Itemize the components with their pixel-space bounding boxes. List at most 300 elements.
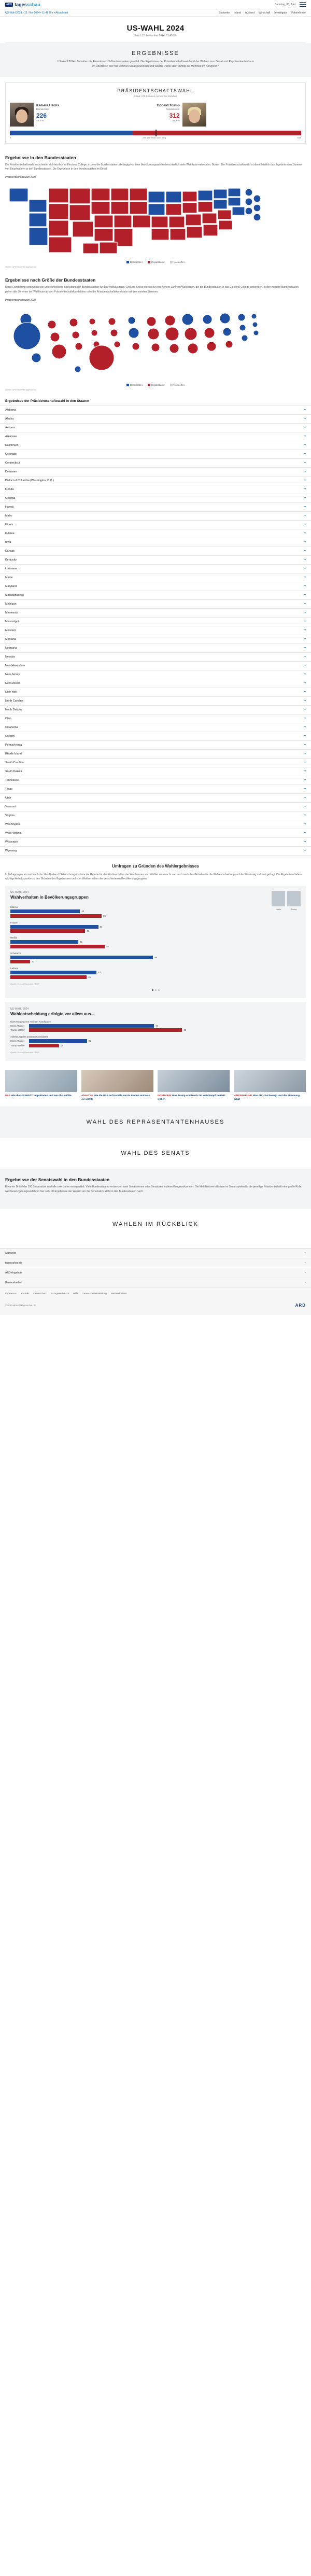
- state-accordion-item[interactable]: [0, 697, 311, 706]
- state-label: Delaware: [5, 470, 17, 473]
- state-accordion-item[interactable]: [0, 829, 311, 838]
- state-accordion-item[interactable]: [0, 838, 311, 847]
- chevron-down-icon[interactable]: ▾: [304, 497, 306, 500]
- teaser-card[interactable]: [5, 1070, 77, 1101]
- state-accordion-item[interactable]: [0, 715, 311, 723]
- state-label: Maine: [5, 576, 13, 579]
- motivation-bar-label: Harris-Wähler: [10, 1024, 25, 1027]
- footer-bottom: [0, 1299, 311, 1315]
- state-label: West Virginia: [5, 831, 22, 835]
- motivation-bar-row: [10, 1044, 301, 1047]
- candidate-name: Kamala Harris: [36, 103, 59, 107]
- survey-bar: [10, 945, 301, 948]
- map-section-states: [0, 149, 311, 272]
- survey-card2-title: Wahlentscheidung erfolgte vor allem aus...: [10, 1011, 95, 1016]
- chevron-down-icon[interactable]: ▾: [304, 841, 306, 844]
- state-label: Minnesota: [5, 611, 18, 614]
- chevron-down-icon[interactable]: ▾: [304, 655, 306, 659]
- state-label: Oregon: [5, 734, 15, 738]
- state-accordion-item[interactable]: [0, 679, 311, 688]
- state-label: Colorado: [5, 452, 17, 456]
- motivation-bar: [29, 1039, 87, 1043]
- us-choropleth-map[interactable]: [5, 181, 306, 259]
- state-label: Tennessee: [5, 778, 19, 782]
- state-label: Florida: [5, 487, 14, 491]
- survey-card2-sub2: Ablehnung des anderen Kandidaten: [10, 1035, 49, 1039]
- legend-open: Noch offen: [170, 261, 185, 263]
- bar-trump: [10, 945, 105, 948]
- chevron-down-icon[interactable]: ▾: [304, 409, 306, 412]
- survey-card-groups[interactable]: [5, 886, 306, 998]
- survey-group: [10, 967, 301, 979]
- teaser-kicker: HINTERGRUND: [234, 1094, 253, 1097]
- chevron-down-icon[interactable]: ▾: [304, 761, 306, 765]
- carousel-dots[interactable]: [10, 989, 301, 991]
- chevron-down-icon[interactable]: ▾: [304, 1261, 306, 1265]
- motivation-bar-row: [10, 1028, 301, 1032]
- chevron-down-icon[interactable]: ▾: [304, 647, 306, 650]
- presidential-card: [5, 82, 306, 144]
- nav-item-1[interactable]: Inland: [234, 11, 241, 15]
- state-accordion-item[interactable]: [0, 670, 311, 679]
- motivation-bar-row: [10, 1024, 301, 1028]
- state-accordion-item[interactable]: [0, 538, 311, 547]
- state-accordion-item[interactable]: [0, 485, 311, 494]
- chevron-down-icon[interactable]: ▾: [304, 558, 306, 562]
- chevron-down-icon[interactable]: ▾: [304, 726, 306, 730]
- state-label: Nevada: [5, 655, 15, 659]
- bar-value: 41: [80, 941, 83, 944]
- chevron-down-icon[interactable]: ▾: [304, 611, 306, 615]
- nav-item-2[interactable]: Ausland: [245, 11, 255, 15]
- state-accordion-item[interactable]: [0, 785, 311, 794]
- survey-card2-source: Quelle: Edison Research / NEP: [10, 1051, 39, 1054]
- state-label: Utah: [5, 796, 11, 800]
- map1-caption: Präsidentschaftswahl 2024: [5, 176, 36, 179]
- state-accordion-item[interactable]: [0, 626, 311, 635]
- state-label: Arizona: [5, 426, 15, 429]
- chevron-down-icon[interactable]: ▾: [304, 823, 306, 827]
- state-accordion-item[interactable]: [0, 424, 311, 432]
- state-accordion-item[interactable]: [0, 662, 311, 670]
- chevron-down-icon[interactable]: ▾: [304, 788, 306, 791]
- chevron-down-icon[interactable]: ▾: [304, 532, 306, 536]
- presidential-title: PRÄSIDENTSCHAFTSWAHL: [117, 88, 194, 93]
- motivation-bar: [29, 1028, 182, 1032]
- state-label: Vermont: [5, 805, 16, 808]
- chevron-down-icon[interactable]: ▾: [304, 796, 306, 800]
- bar-value: 55: [103, 914, 106, 917]
- survey-card2-sub1: Überzeugung von meinem Kandidaten: [10, 1020, 51, 1023]
- survey-card2-group1: [10, 1020, 301, 1032]
- state-label: Virginia: [5, 814, 15, 817]
- state-accordion-item[interactable]: [0, 468, 311, 477]
- survey-bar: [10, 940, 301, 944]
- teaser-card[interactable]: [81, 1070, 153, 1101]
- survey-candidate-faces: [272, 891, 301, 911]
- legend-republicans: Republikaner: [148, 261, 165, 263]
- state-accordion-item[interactable]: [0, 521, 311, 529]
- bar-value: 42: [81, 910, 84, 913]
- face-trump: Trump: [287, 891, 301, 906]
- chevron-down-icon[interactable]: ▾: [304, 699, 306, 703]
- tagesschau-wordmark: tagesschau: [15, 2, 40, 7]
- state-accordion-item[interactable]: [0, 503, 311, 512]
- state-accordion-item[interactable]: [0, 573, 311, 582]
- chevron-down-icon[interactable]: ▾: [304, 585, 306, 589]
- bar-value: 46: [88, 975, 91, 978]
- bar-trump: [10, 960, 30, 963]
- state-accordion-item[interactable]: [0, 512, 311, 521]
- state-label: North Dakota: [5, 708, 22, 711]
- chevron-down-icon[interactable]: ▾: [304, 770, 306, 774]
- map1-source: Quelle: AP/Edison via tagesschau: [5, 265, 37, 269]
- chevron-down-icon[interactable]: ▾: [304, 682, 306, 685]
- state-label: New Jersey: [5, 673, 20, 676]
- footer-column-label: Barrierefreiheit: [5, 1281, 22, 1284]
- chevron-down-icon[interactable]: ▾: [304, 603, 306, 606]
- survey-card-motivation[interactable]: [5, 1002, 306, 1061]
- survey-card2-group2: [10, 1035, 301, 1047]
- page-title: US-WAHL 2024: [126, 24, 185, 33]
- bar-label-mid: 270 Wahlleute zum Sieg: [143, 136, 166, 139]
- house-section: [0, 1107, 311, 1138]
- footer-column-label: tagesschau.de: [5, 1261, 22, 1265]
- avatar-trump: [182, 103, 206, 127]
- review-heading: WAHLEN IM RÜCKBLICK: [112, 1221, 199, 1227]
- state-accordion-item[interactable]: [0, 494, 311, 503]
- state-accordion-item[interactable]: [0, 776, 311, 785]
- avatar-harris: [10, 103, 34, 127]
- map2-caption: Präsidentschaftswahl 2024: [5, 298, 36, 302]
- chevron-down-icon[interactable]: ▾: [304, 849, 306, 853]
- chevron-down-icon[interactable]: ▾: [304, 814, 306, 818]
- chevron-down-icon[interactable]: ▾: [304, 691, 306, 694]
- teaser-kicker: USA: [5, 1094, 11, 1097]
- results-heading: ERGEBNISSE: [132, 50, 179, 57]
- survey-bar: [10, 975, 301, 979]
- nav-item-0[interactable]: Startseite: [219, 11, 230, 15]
- state-accordion-item[interactable]: [0, 688, 311, 697]
- chevron-down-icon[interactable]: ▾: [304, 779, 306, 782]
- state-accordion-item[interactable]: [0, 732, 311, 741]
- state-accordion-item[interactable]: [0, 415, 311, 424]
- map1-text: Die Präsidentschaftswahl entscheidet sich letztlich im Electoral College, in dem die Bundesstaaten abhängig von ihrer Bevölkerungszahl unterschiedlich viele Wahlleute entsenden. Bunter: Die Präsidentschaftswahl ist damit letztlich das Ergebnis einer Summe von Einzelwahlen in den Bundesstaaten. Die Ergebnisse in den Bundesstaaten im Detail:: [5, 163, 302, 171]
- survey-group-label: Latinos: [10, 967, 18, 970]
- ard-logo: ARD: [295, 1303, 306, 1308]
- motivation-bar-value: 67: [156, 1024, 159, 1027]
- survey-bar: [10, 914, 301, 918]
- footer-column[interactable]: [0, 1258, 311, 1268]
- survey-group: [10, 906, 301, 918]
- chevron-down-icon[interactable]: ▾: [304, 550, 306, 553]
- senate-detail-section: [0, 1169, 311, 1209]
- results-band: [0, 43, 311, 77]
- footer-column[interactable]: [0, 1249, 311, 1258]
- chevron-down-icon[interactable]: ▾: [304, 576, 306, 580]
- state-label: Arkansas: [5, 435, 17, 438]
- state-accordion-item[interactable]: [0, 750, 311, 759]
- chevron-down-icon[interactable]: ▾: [304, 620, 306, 624]
- candidate-pct: 49,9 %: [172, 119, 180, 122]
- survey-group-label: Frauen: [10, 921, 18, 924]
- chevron-down-icon[interactable]: ▾: [304, 444, 306, 447]
- state-accordion-item[interactable]: [0, 450, 311, 459]
- state-accordion-item[interactable]: [0, 432, 311, 441]
- survey-card2-kicker: US-WAHL 2024: [10, 1007, 29, 1011]
- state-label: Louisiana: [5, 567, 18, 570]
- candidate-row: [6, 100, 305, 127]
- legend-open: Noch offen: [170, 384, 185, 386]
- chevron-down-icon[interactable]: ▾: [304, 541, 306, 544]
- nav-item-4[interactable]: Investigativ: [274, 11, 288, 15]
- survey-intro: In Befragungen am und nach der Wahl haben US-Forschungsinstitute die Gründe für das Wahlverhalten der Wählerinnen und Wähler untersucht und auch nach den Gründen für die Wahlentscheidung und die Stimmung im Land gefragt. Die Ergebnisse liefern wichtige Anhaltspunkte zu den Gründen des Ergebnisses und zum Wahlverhalten der verschiedenen Bevölkerungsgruppen.: [5, 873, 302, 881]
- motivation-bar: [29, 1024, 154, 1028]
- presidential-header: [6, 83, 305, 100]
- review-section: [0, 1209, 311, 1240]
- state-accordion-item[interactable]: [0, 706, 311, 715]
- state-label: North Carolina: [5, 699, 23, 703]
- survey-group-label: Schwarze: [10, 951, 21, 955]
- state-label: District of Columbia (Washington, D.C.): [5, 479, 54, 482]
- teaser-card[interactable]: [234, 1070, 306, 1101]
- chevron-down-icon[interactable]: ▾: [304, 717, 306, 721]
- survey-heading: Umfragen zu Gründen des Wahlergebnisses: [112, 863, 199, 869]
- teaser-title: ANALYSE Wie die USA auf Kamala Harris Binden und was sie wählte: [81, 1094, 150, 1101]
- state-accordion-item[interactable]: [0, 529, 311, 538]
- chevron-down-icon[interactable]: ▾: [304, 1271, 306, 1275]
- state-label: Wisconsin: [5, 840, 18, 844]
- us-bubble-svg: [5, 304, 306, 382]
- candidate-party: Republikaner: [165, 107, 180, 110]
- legend-republicans: Republikaner: [148, 384, 165, 386]
- state-label: New York: [5, 690, 17, 694]
- chevron-down-icon[interactable]: ▾: [304, 470, 306, 474]
- teaser-thumbnail: [158, 1070, 230, 1092]
- state-label: Mississippi: [5, 620, 19, 623]
- chevron-down-icon[interactable]: ▾: [304, 708, 306, 712]
- chevron-down-icon[interactable]: ▾: [304, 673, 306, 677]
- candidate-pct: 48,3 %: [36, 119, 44, 122]
- electoral-bar-republican: [132, 131, 301, 135]
- chevron-down-icon[interactable]: ▾: [304, 664, 306, 668]
- chevron-down-icon[interactable]: ▾: [304, 514, 306, 518]
- bar-trump: [10, 914, 102, 918]
- state-label: Oklahoma: [5, 725, 18, 729]
- chevron-down-icon[interactable]: ▾: [304, 805, 306, 809]
- chevron-down-icon[interactable]: ▾: [304, 1281, 306, 1284]
- nav-strip: [0, 9, 311, 17]
- state-label: Connecticut: [5, 461, 20, 465]
- teaser-thumbnail: [234, 1070, 306, 1092]
- state-label: Indiana: [5, 531, 15, 535]
- chevron-down-icon[interactable]: ▾: [304, 744, 306, 747]
- chevron-down-icon[interactable]: ▾: [304, 735, 306, 738]
- teaser-kicker: INTERVIEW: [158, 1094, 172, 1097]
- bar-label-max: 538: [297, 136, 301, 139]
- legend-democrats: Demokraten: [126, 261, 143, 263]
- state-accordion-item[interactable]: [0, 820, 311, 829]
- legend-democrats: Demokraten: [126, 384, 143, 386]
- bar-harris: [10, 971, 96, 974]
- state-accordion-item[interactable]: [0, 644, 311, 653]
- footer-link[interactable]: Kontakt: [21, 1292, 30, 1295]
- footer-column-label: Startseite: [5, 1251, 17, 1255]
- motivation-bar-value: 16: [60, 1044, 63, 1047]
- footer-link[interactable]: Datenschutzeinstellung: [82, 1292, 107, 1295]
- states-accordion: [0, 405, 311, 856]
- breadcrumb[interactable]: US-Wahl 2024 • 12. Nov 2024 • 11:48 Uhr • Aktualisiert: [5, 11, 68, 15]
- candidate-trump: [157, 103, 301, 127]
- state-label: Massachusetts: [5, 593, 24, 597]
- chevron-down-icon[interactable]: ▾: [304, 426, 306, 430]
- state-accordion-item[interactable]: [0, 609, 311, 618]
- state-label: South Carolina: [5, 761, 24, 764]
- senate-detail-heading: Ergebnisse der Senatswahl in den Bundesstaaten: [5, 1177, 110, 1183]
- state-accordion-item[interactable]: [0, 723, 311, 732]
- state-accordion-item[interactable]: [0, 794, 311, 803]
- survey-bar: [10, 960, 301, 963]
- teaser-title: USA Wie die US-Wahl Trump Binden und was ihn wählte: [5, 1094, 72, 1097]
- bar-value: 52: [98, 971, 101, 974]
- state-accordion-item[interactable]: [0, 477, 311, 485]
- state-accordion-item[interactable]: [0, 811, 311, 820]
- state-label: Pennsylvania: [5, 743, 22, 747]
- states-accordion-title: Ergebnisse der Präsidentschaftswahl in den Staaten: [5, 399, 89, 403]
- motivation-bar-row: [10, 1039, 301, 1043]
- chevron-down-icon[interactable]: ▾: [304, 506, 306, 509]
- state-accordion-item[interactable]: [0, 556, 311, 565]
- state-accordion-item[interactable]: [0, 600, 311, 609]
- chevron-down-icon[interactable]: ▾: [304, 638, 306, 641]
- chevron-down-icon[interactable]: ▾: [304, 461, 306, 465]
- state-label: Iowa: [5, 540, 11, 544]
- bar-harris: [10, 925, 98, 929]
- chevron-down-icon[interactable]: ▾: [304, 479, 306, 483]
- bar-harris: [10, 940, 78, 944]
- state-label: Wyoming: [5, 849, 17, 852]
- survey-bar: [10, 971, 301, 974]
- candidate-party: Demokraten: [36, 107, 50, 110]
- survey-group-label: Weiße: [10, 936, 18, 940]
- chevron-down-icon[interactable]: ▾: [304, 417, 306, 421]
- footer-link[interactable]: Datenschutz: [33, 1292, 47, 1295]
- bar-value: 53: [100, 925, 103, 928]
- state-accordion-item[interactable]: [0, 653, 311, 662]
- chevron-down-icon[interactable]: ▾: [304, 594, 306, 597]
- survey-card1-source: Quelle: Edison Research / NEP: [10, 982, 39, 985]
- survey-group: [10, 936, 301, 948]
- chevron-down-icon[interactable]: ▾: [304, 629, 306, 633]
- electoral-bar-democrat: [10, 131, 132, 135]
- footer-link[interactable]: Barrierefreiheit: [110, 1292, 126, 1295]
- state-accordion-item[interactable]: [0, 441, 311, 450]
- state-label: New Mexico: [5, 681, 21, 685]
- chevron-down-icon[interactable]: ▾: [304, 832, 306, 835]
- chevron-down-icon[interactable]: ▾: [304, 1251, 306, 1255]
- state-label: Ohio: [5, 717, 11, 720]
- state-accordion-item[interactable]: [0, 547, 311, 556]
- teaser-thumbnail: [5, 1070, 77, 1092]
- results-text: US-Wahl 2024 - Ta hatten die Einwohner US-Bundesstaaten gewählt. Die Ergebnisse der Präsidentschaftswahl und der Wahlen zum Senat und Repräsentantenhaus im Überblick: Wer hat welchen Staat gewonnen und welche Partei stellt künftig die Mehrheit im Kongress?: [57, 60, 254, 68]
- footer-link[interactable]: Zu tagesschau24: [50, 1292, 69, 1295]
- motivation-bar-value: 31: [88, 1040, 91, 1043]
- footer-column-label: ARD Angebote: [5, 1271, 23, 1275]
- state-label: Hawaii: [5, 505, 14, 509]
- state-label: Kentucky: [5, 558, 17, 562]
- state-label: Idaho: [5, 514, 12, 517]
- hero: [0, 17, 311, 43]
- teaser-thumbnail: [81, 1070, 153, 1092]
- footer-column[interactable]: [0, 1278, 311, 1288]
- bar-value: 45: [87, 930, 89, 933]
- chevron-down-icon[interactable]: ▾: [304, 488, 306, 492]
- state-accordion-item[interactable]: [0, 847, 311, 856]
- teaser-card[interactable]: [158, 1070, 230, 1101]
- state-accordion-item[interactable]: [0, 635, 311, 644]
- state-accordion-item[interactable]: [0, 406, 311, 415]
- state-accordion-item[interactable]: [0, 803, 311, 811]
- state-accordion-item[interactable]: [0, 767, 311, 776]
- hamburger-icon[interactable]: [300, 2, 306, 7]
- footer: [0, 1248, 311, 1315]
- nav-item-3[interactable]: Wirtschaft: [258, 11, 271, 15]
- presidential-meta: Stand: 270 Stimmen reichen zur Mehrheit: [134, 94, 177, 97]
- state-label: New Hampshire: [5, 664, 25, 667]
- electoral-bar: [10, 131, 301, 135]
- copyright: © ARD-aktuell / tagesschau.de: [5, 1304, 36, 1307]
- state-label: South Dakota: [5, 769, 22, 773]
- state-accordion-item[interactable]: [0, 591, 311, 600]
- bar-label-min: 0: [10, 136, 11, 139]
- bar-value: 57: [106, 945, 109, 948]
- candidate-votes: 312: [169, 111, 180, 119]
- chevron-down-icon[interactable]: ▾: [304, 523, 306, 527]
- bar-value: 12: [32, 960, 35, 963]
- state-accordion-item[interactable]: [0, 565, 311, 573]
- chevron-down-icon[interactable]: ▾: [304, 453, 306, 456]
- state-label: Nebraska: [5, 646, 18, 650]
- footer-column[interactable]: [0, 1268, 311, 1278]
- senate-heading: WAHL DES SENATS: [121, 1150, 190, 1157]
- survey-card1-title: Wahlverhalten in Bevölkerungsgruppen: [10, 895, 89, 900]
- state-label: Washington: [5, 822, 20, 826]
- nav-item-5[interactable]: Faktenfinder: [291, 11, 306, 15]
- state-accordion-item[interactable]: [0, 741, 311, 750]
- chevron-down-icon[interactable]: ▾: [304, 752, 306, 756]
- state-accordion-item[interactable]: [0, 759, 311, 767]
- state-label: Texas: [5, 787, 13, 791]
- candidate-harris: [10, 103, 154, 127]
- state-accordion-item[interactable]: [0, 618, 311, 626]
- survey-bar: [10, 925, 301, 929]
- brand-logo[interactable]: [5, 2, 40, 7]
- footer-links: [0, 1288, 311, 1299]
- state-accordion-item[interactable]: [0, 459, 311, 468]
- survey-group: [10, 921, 301, 933]
- us-bubble-map[interactable]: [5, 304, 306, 382]
- motivation-bar-label: Harris-Wähler: [10, 1040, 25, 1043]
- bar-trump: [10, 929, 85, 933]
- footer-link[interactable]: Hilfe: [73, 1292, 78, 1295]
- motivation-bar: [29, 1044, 59, 1047]
- motivation-bar-label: Trump-Wähler: [10, 1029, 25, 1032]
- state-label: Montana: [5, 637, 16, 641]
- state-accordion-item[interactable]: [0, 582, 311, 591]
- chevron-down-icon[interactable]: ▾: [304, 567, 306, 571]
- chevron-down-icon[interactable]: ▾: [304, 435, 306, 439]
- footer-link[interactable]: Impressum: [5, 1292, 17, 1295]
